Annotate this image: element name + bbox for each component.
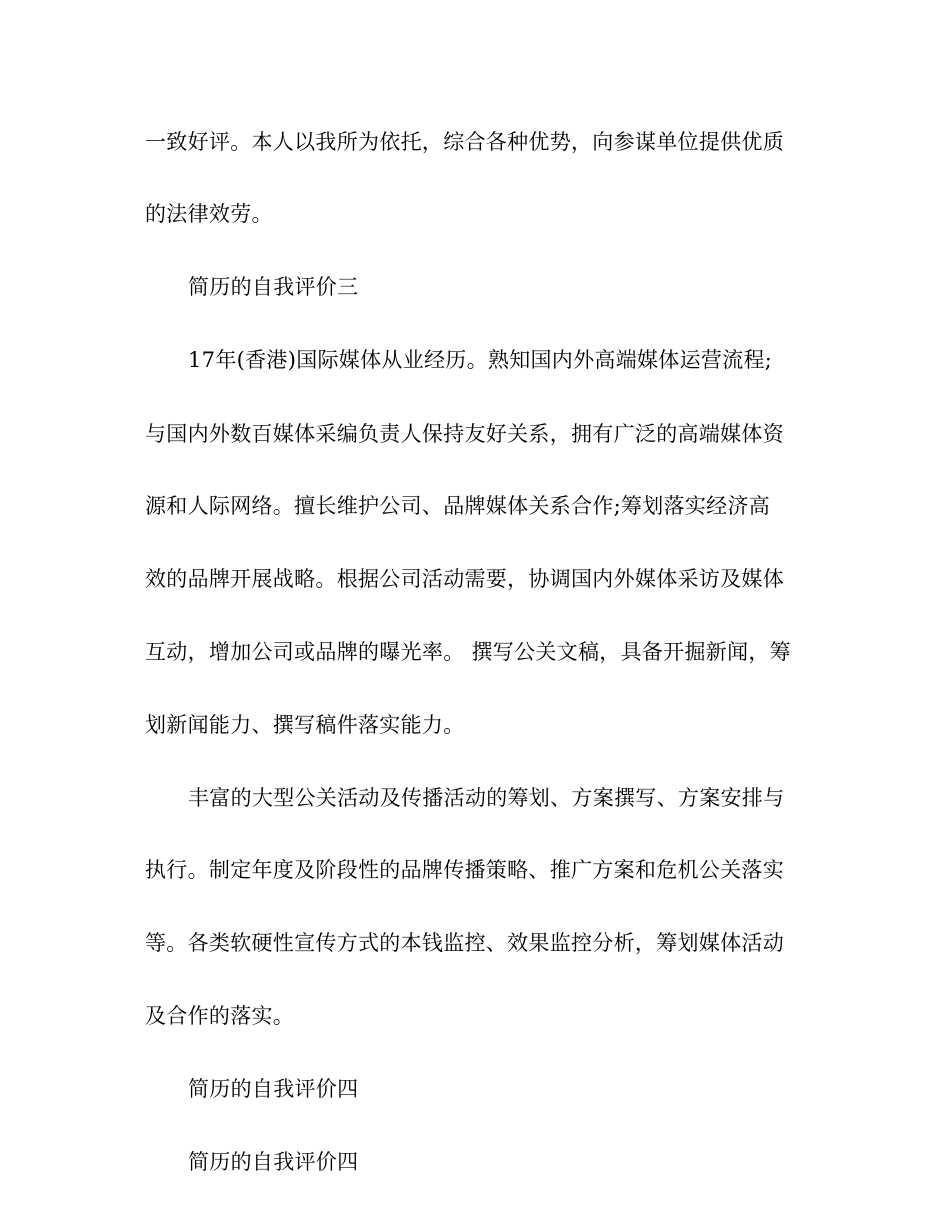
paragraph-line: 划新闻能力、撰写稿件落实能力。 bbox=[145, 713, 465, 737]
paragraph-line: 17年(香港)国际媒体从业经历。熟知国内外高端媒体运营流程; bbox=[188, 348, 773, 372]
paragraph-line: 与国内外数百媒体采编负责人保持友好关系，拥有广泛的高端媒体资 bbox=[145, 422, 784, 446]
paragraph-line: 等。各类软硬性宣传方式的本钱监控、效果监控分析，筹划媒体活动 bbox=[145, 931, 784, 955]
paragraph-line: 丰富的大型公关活动及传播活动的筹划、方案撰写、方案安排与 bbox=[188, 786, 785, 810]
paragraph-line: 执行。制定年度及阶段性的品牌传播策略、推广方案和危机公关落实 bbox=[145, 858, 784, 882]
section-heading: 简历的自我评价四 bbox=[188, 1077, 359, 1101]
section-heading: 简历的自我评价三 bbox=[188, 275, 359, 299]
paragraph-line: 互动，增加公司或品牌的曝光率。 撰写公关文稿，具备开掘新闻，筹 bbox=[145, 640, 791, 664]
paragraph-line: 效的品牌开展战略。根据公司活动需要，协调国内外媒体采访及媒体 bbox=[145, 567, 784, 591]
section-heading: 简历的自我评价四 bbox=[188, 1150, 359, 1174]
paragraph-line: 及合作的落实。 bbox=[145, 1004, 295, 1028]
paragraph-line: 的法律效劳。 bbox=[145, 202, 273, 226]
paragraph-line: 源和人际网络。擅长维护公司、品牌媒体关系合作;筹划落实经济高 bbox=[145, 494, 771, 518]
paragraph-line: 一致好评。本人以我所为依托，综合各种优势，向参谋单位提供优质 bbox=[145, 130, 784, 154]
